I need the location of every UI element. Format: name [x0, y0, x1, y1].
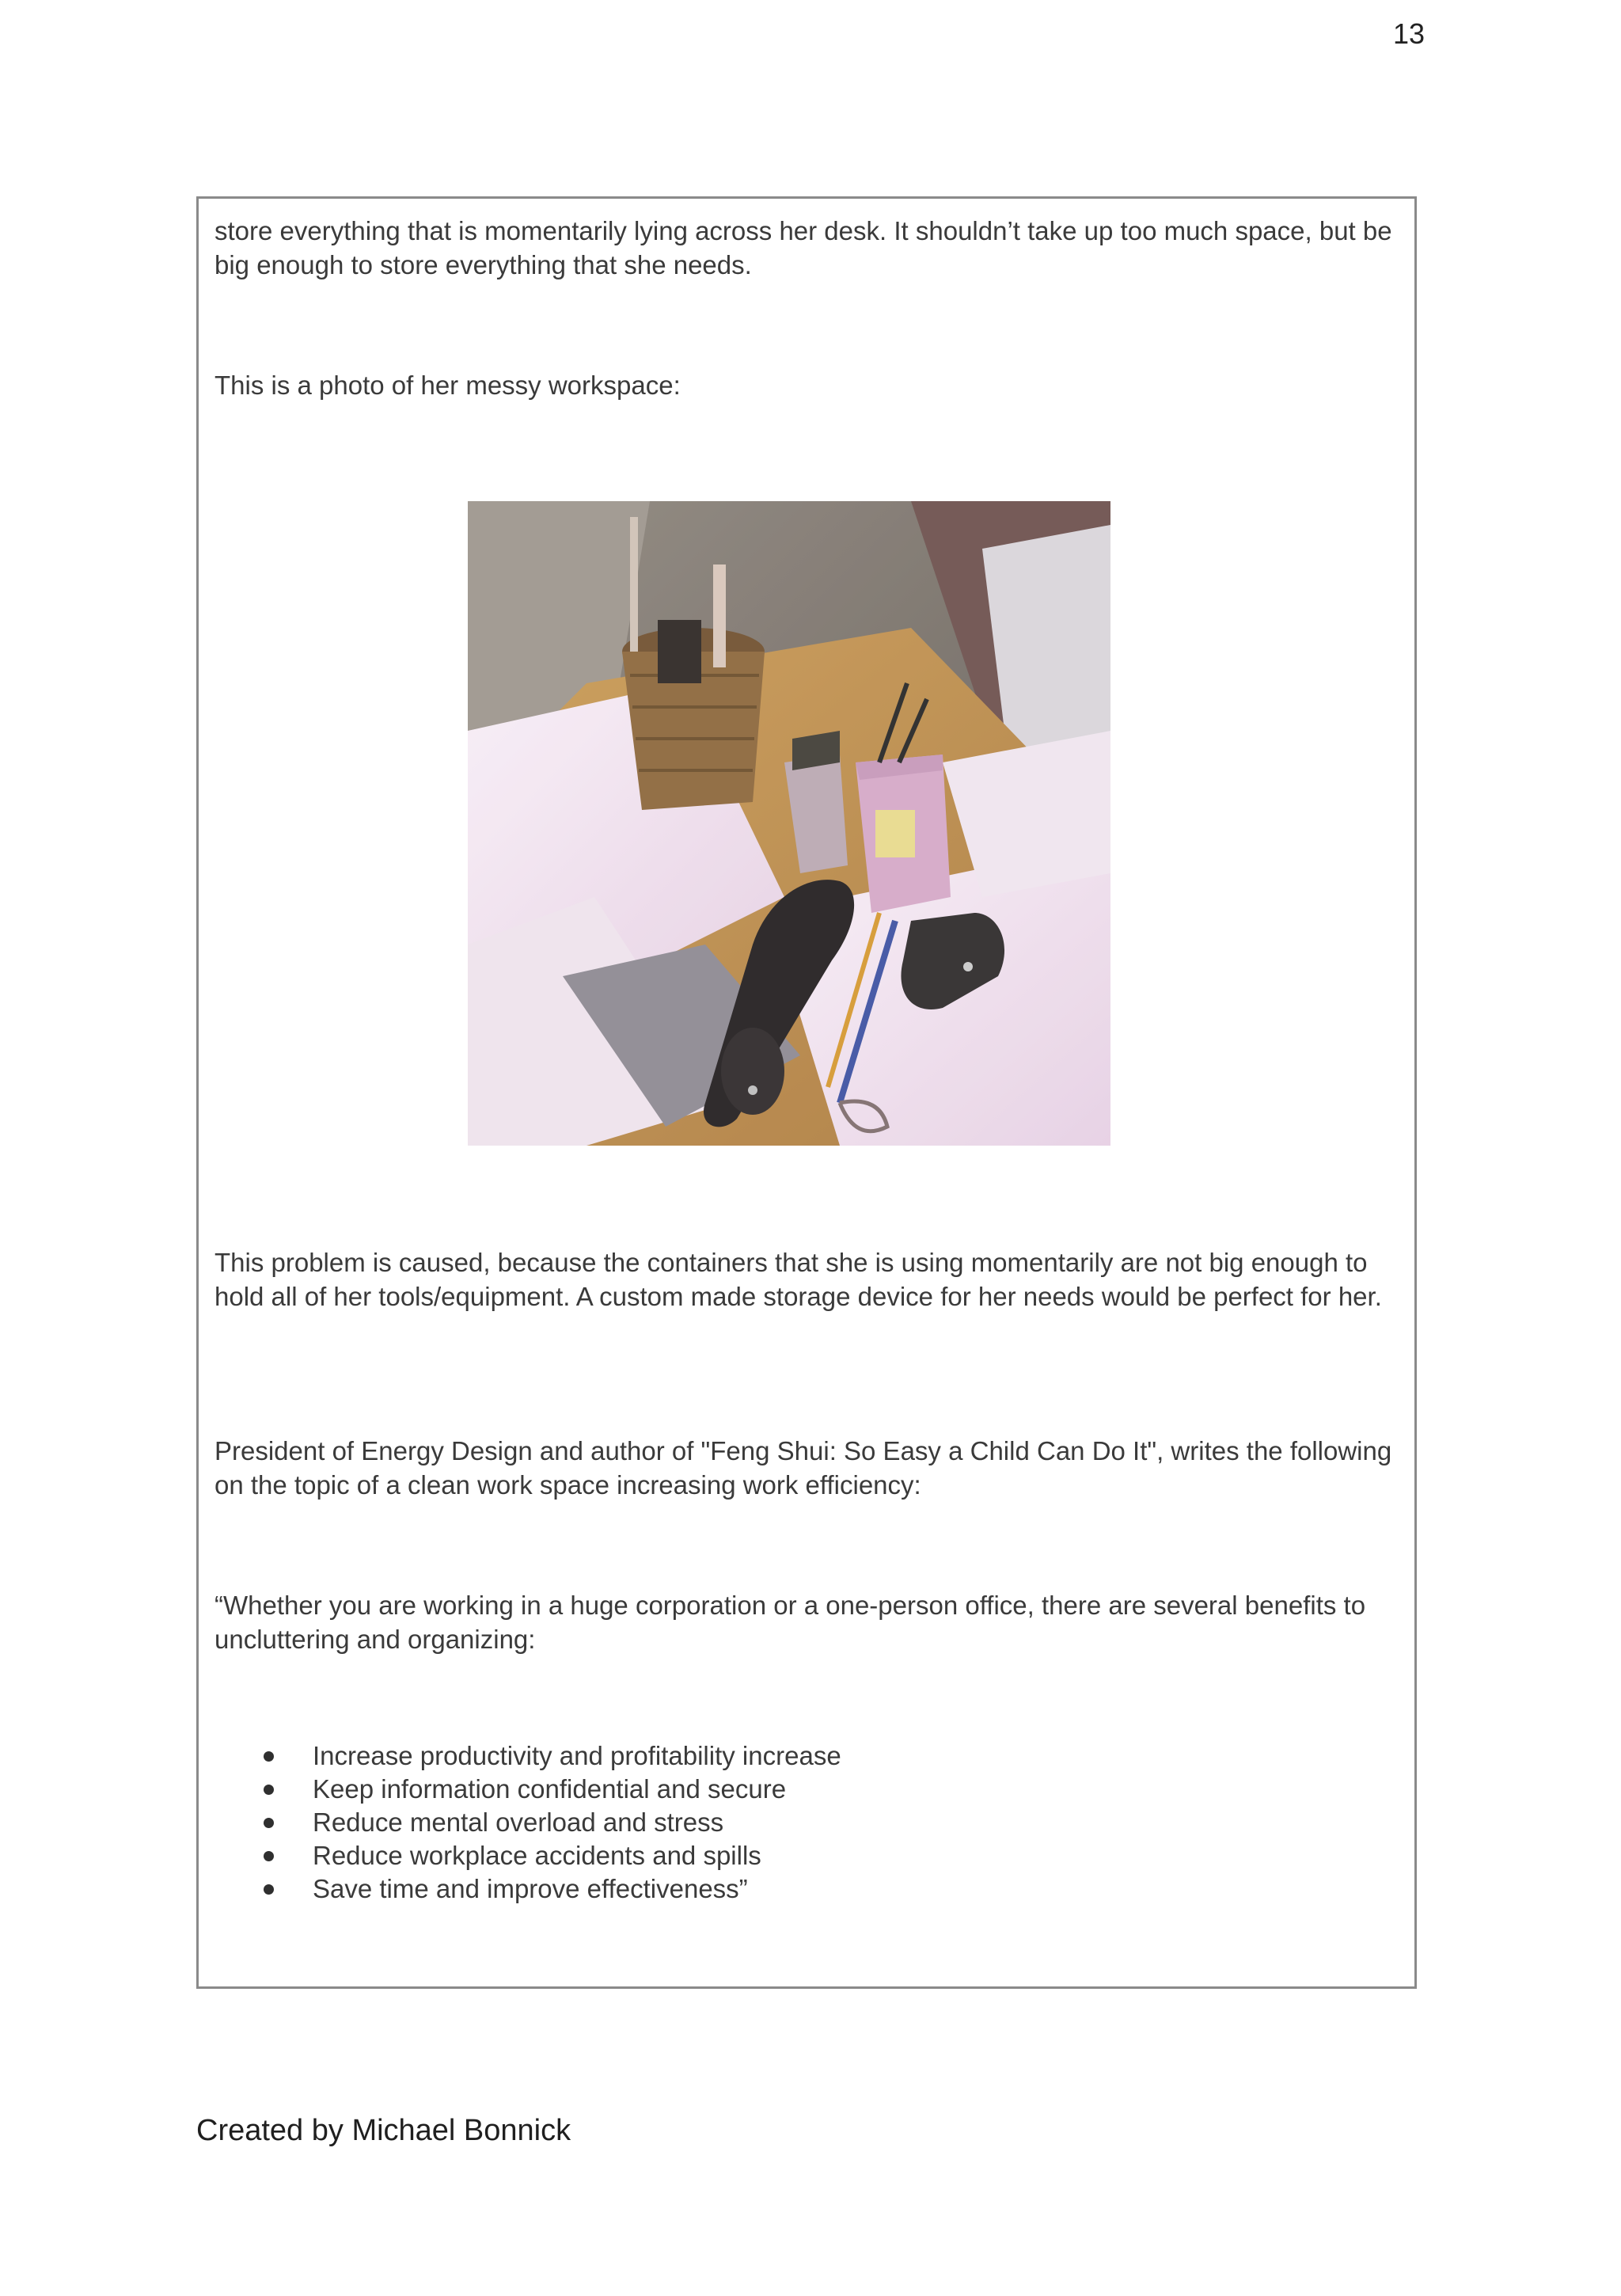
list-item-text: Reduce mental overload and stress	[313, 1808, 724, 1837]
paragraph-author-intro: President of Energy Design and author of "Feng Shui: So Easy a Child Can Do It", writes the following on the topic of a clean work space increasing work efficiency:	[214, 1436, 1392, 1500]
list-item	[199, 1773, 1307, 1806]
bullet-icon	[264, 1785, 274, 1795]
page-number: 13	[1392, 17, 1425, 50]
list-item	[199, 1739, 1307, 1773]
list-item	[199, 1839, 1307, 1872]
footer-credit: Created by Michael Bonnick	[196, 2114, 571, 2147]
list-item-text: Keep information confidential and secure	[313, 1774, 787, 1804]
list-item-text: Increase productivity and profitability increase	[313, 1741, 841, 1770]
content-box	[196, 196, 1417, 1989]
bullet-icon	[264, 1818, 274, 1828]
bullet-icon	[264, 1751, 274, 1762]
paragraph-storage-need: store everything that is momentarily lying across her desk. It shouldn’t take up too much space, but be big enough to store everything that she needs.	[214, 216, 1392, 279]
messy-workspace-photo	[468, 501, 1110, 1146]
list-item	[199, 1806, 1307, 1839]
bullet-icon	[264, 1851, 274, 1861]
paragraph-problem-cause: This problem is caused, because the containers that she is using momentarily are not big enough to hold all of her tools/equipment. A custom made storage device for her needs would be perfect for her.	[214, 1248, 1382, 1311]
bullet-icon	[264, 1884, 274, 1895]
list-item	[199, 1872, 1307, 1906]
benefits-list	[199, 1739, 1307, 1906]
paragraph-quote: “Whether you are working in a huge corporation or a one-person office, there are several benefits to uncluttering and organizing:	[214, 1591, 1366, 1654]
list-item-text: Save time and improve effectiveness”	[313, 1874, 748, 1903]
list-item-text: Reduce workplace accidents and spills	[313, 1841, 761, 1870]
paragraph-photo-intro: This is a photo of her messy workspace:	[214, 371, 681, 400]
